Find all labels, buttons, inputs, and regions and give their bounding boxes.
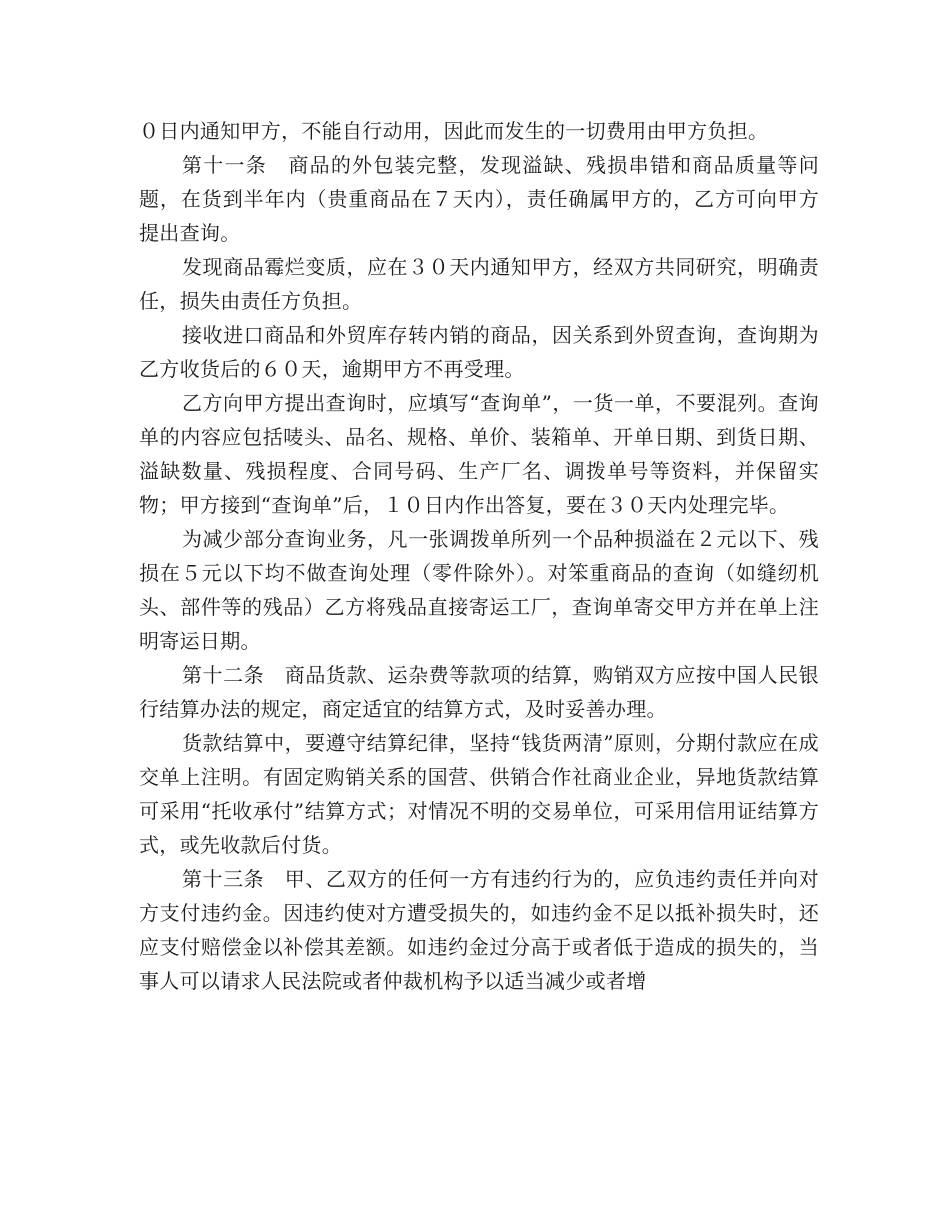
paragraph-inquiry-form: 乙方向甲方提出查询时，应填写“查询单”，一货一单，不要混列。查询单的内容应包括唛头、品名、规格、单价、装箱单、开单日期、到货日期、溢缺数量、残损程度、合同号码、生产厂名、调拨单号等资料，并保留实物；甲方接到“查询单”后，１０日内作出答复，要在３０天内处理完毕。	[139, 391, 819, 517]
paragraph-reduce-inquiry: 为减少部分查询业务，凡一张调拨单所列一个品种损溢在２元以下、残损在５元以下均不做查询处理（零件除外）。对笨重商品的查询（如缝纫机头、部件等的残品）乙方将残品直接寄运工厂，查询单寄交甲方并在单上注明寄运日期。	[139, 527, 819, 653]
paragraph-settlement: 货款结算中，要遵守结算纪律，坚持“钱货两清”原则，分期付款应在成交单上注明。有固定购销关系的国营、供销合作社商业企业，异地货款结算可采用“托收承付”结算方式；对情况不明的交易单位，可采用信用证结算方式，或先收款后付货。	[139, 731, 819, 857]
paragraph-article-13: 第十三条 甲、乙双方的任何一方有违约行为的，应负违约责任并向对方支付违约金。因违约使对方遭受损失的，如违约金不足以抵补损失时，还应支付赔偿金以补偿其差额。如违约金过分高于或者低于造成的损失的，当事人可以请求人民法院或者仲裁机构予以适当减少或者增	[139, 867, 819, 993]
paragraph-continuation: ０日内通知甲方，不能自行动用，因此而发生的一切费用由甲方负担。	[139, 119, 769, 143]
paragraph-article-12: 第十二条 商品货款、运杂费等款项的结算，购销双方应按中国人民银行结算办法的规定，商定适宜的结算方式，及时妥善办理。	[139, 663, 819, 721]
document-page	[139, 114, 819, 998]
paragraph-article-11: 第十一条 商品的外包装完整，发现溢缺、残损串错和商品质量等问题，在货到半年内（贵重商品在７天内），责任确属甲方的，乙方可向甲方提出查询。	[139, 153, 819, 245]
paragraph-import-goods: 接收进口商品和外贸库存转内销的商品，因关系到外贸查询，查询期为乙方收货后的６０天，逾期甲方不再受理。	[139, 323, 819, 381]
paragraph-mildew: 发现商品霉烂变质，应在３０天内通知甲方，经双方共同研究，明确责任，损失由责任方负担。	[139, 255, 819, 313]
